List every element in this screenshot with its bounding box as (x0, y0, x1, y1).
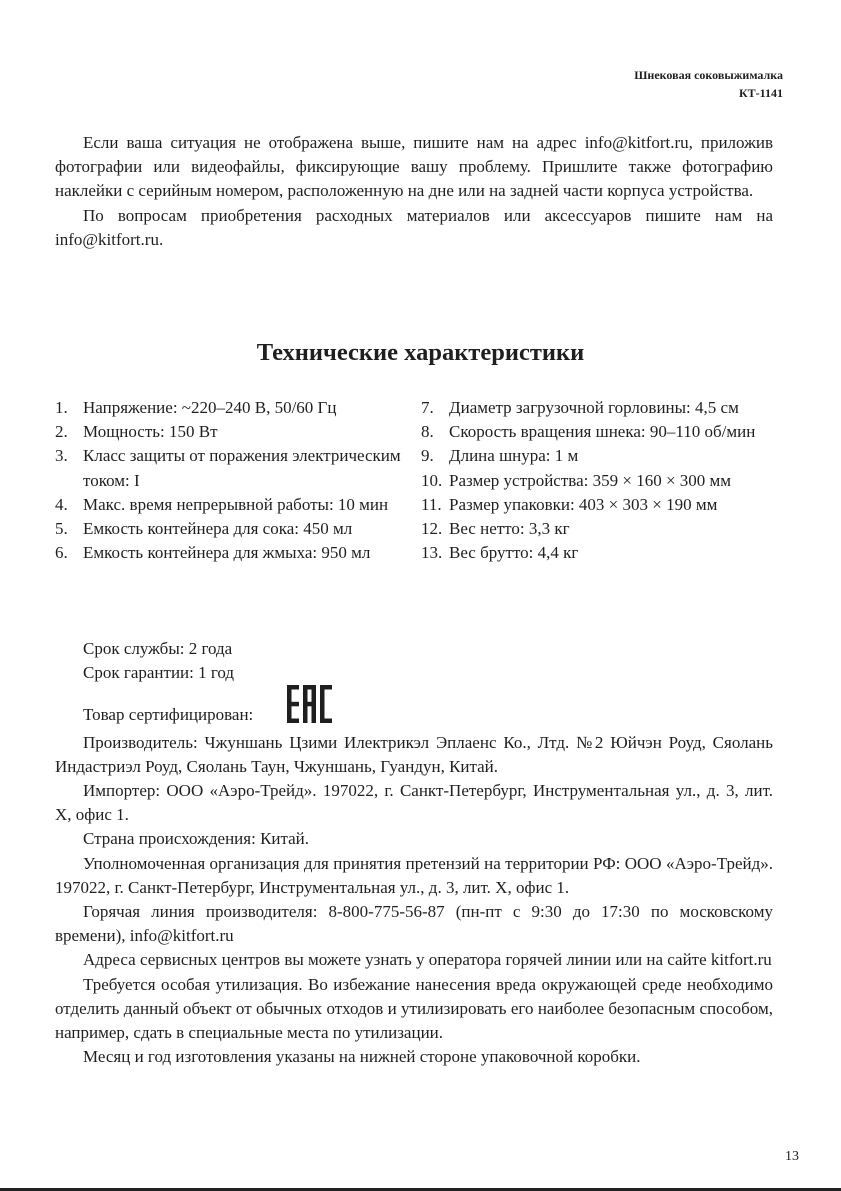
specs-right-column (421, 396, 781, 565)
spec-item (421, 541, 781, 565)
manufacturer: Производитель: Чжуншань Цзими Илектрикэл Эплаенс Ко., Лтд. №2 Юйчэн Роуд, Сяолань Индастриэл Роуд, Сяолань Таун, Чжуншань, Гуандун, Китай. (55, 732, 773, 776)
service-life: Срок службы: 2 года (83, 639, 233, 658)
spec-number: 3. (55, 446, 68, 466)
spec-text: Напряжение: ~220–240 В, 50/60 Гц (83, 398, 337, 417)
spec-text: Макс. время непрерывной работы: 10 мин (83, 494, 389, 514)
intro-paragraph: По вопросам приобретения расходных материалов или аксессуаров пишите нам на info@kitfort.ru. (55, 205, 773, 249)
spec-number: 9. (421, 446, 434, 466)
spec-item (421, 396, 781, 420)
spec-number: 8. (421, 422, 434, 442)
spec-number: 12. (421, 519, 443, 539)
header-product: Шнековая соковыжималка (634, 68, 783, 82)
spec-item (421, 517, 781, 541)
spec-text: Класс защиты от поражения электрическим током: I (83, 446, 401, 490)
spec-item (55, 420, 405, 444)
eac-mark-icon (259, 685, 333, 730)
spec-text: Емкость контейнера для жмыха: 950 мл (83, 543, 371, 563)
section-title: Технические характеристики (256, 339, 585, 366)
spec-number: 11. (421, 494, 442, 514)
spec-number: 5. (55, 519, 68, 539)
spec-item (55, 517, 405, 541)
spec-text: Вес нетто: 3,3 кг (449, 519, 570, 539)
spec-item (421, 469, 781, 493)
spec-number: 1. (55, 398, 68, 417)
spec-item (55, 541, 405, 565)
spec-item (421, 493, 781, 517)
spec-text: Длина шнура: 1 м (449, 446, 579, 466)
country-of-origin: Страна происхождения: Китай. (83, 829, 310, 849)
disposal-notice: Требуется особая утилизация. Во избежание нанесения вреда окружающей среде необходимо отделить данный объект от обычных отходов и утилизировать его наиболее безопасным способом, например, сдать в специальные места по утилизации. (55, 974, 773, 1043)
spec-text: Вес брутто: 4,4 кг (449, 543, 579, 563)
importer: Импортер: ООО «Аэро-Трейд». 197022, г. Санкт-Петербург, Инструментальная ул., д. 3, лит. Х, офис 1. (55, 781, 773, 825)
header-model: КТ-1141 (738, 86, 783, 100)
spec-number: 4. (55, 494, 68, 514)
service-centers: Адреса сервисных центров вы можете узнать у оператора горячей линии или на сайте kitfort.ru (83, 950, 772, 970)
spec-item (55, 444, 405, 492)
product-info (55, 637, 773, 1069)
spec-item (55, 396, 405, 420)
spec-number: 2. (55, 422, 68, 442)
spec-text: Емкость контейнера для сока: 450 мл (83, 519, 353, 539)
spec-item (421, 420, 781, 444)
spec-number: 7. (421, 398, 434, 417)
spec-text: Размер упаковки: 403 × 303 × 190 мм (449, 494, 718, 514)
intro-paragraph: Если ваша ситуация не отображена выше, пишите нам на адрес info@kitfort.ru, приложив фотографии или видеофайлы, фиксирующие вашу проблему. Пришлите также фотографию наклейки с серийным номером, расположенную на дне или на задней части корпуса устройства. (55, 133, 773, 201)
spec-text: Скорость вращения шнека: 90–110 об/мин (449, 422, 756, 442)
spec-number: 13. (421, 543, 443, 563)
authorized-organization: Уполномоченная организация для принятия претензий на территории РФ: ООО «Аэро-Трейд». 197022, г. Санкт-Петербург, Инструментальная ул., д. 3, лит. Х, офис 1. (55, 853, 773, 897)
spec-number: 6. (55, 543, 68, 563)
certified-label: Товар сертифицирован: (83, 705, 254, 725)
page-number: 13 (785, 1149, 799, 1164)
spec-number: 10. (421, 470, 443, 490)
spec-text: Диаметр загрузочной горловины: 4,5 см (449, 398, 739, 417)
spec-item (421, 444, 781, 468)
warranty: Срок гарантии: 1 год (83, 663, 235, 683)
running-header (634, 66, 783, 102)
certification-line (55, 685, 773, 730)
intro-text (55, 131, 773, 252)
hotline: Горячая линия производителя: 8-800-775-56-87 (пн-пт с 9:30 до 17:30 по московскому времени), info@kitfort.ru (55, 902, 773, 946)
manufacture-date-note: Месяц и год изготовления указаны на нижней стороне упаковочной коробки. (83, 1047, 641, 1067)
spec-item (55, 493, 405, 517)
spec-text: Размер устройства: 359 × 160 × 300 мм (449, 470, 732, 490)
spec-text: Мощность: 150 Вт (83, 422, 218, 442)
specs-left-column (55, 396, 405, 565)
